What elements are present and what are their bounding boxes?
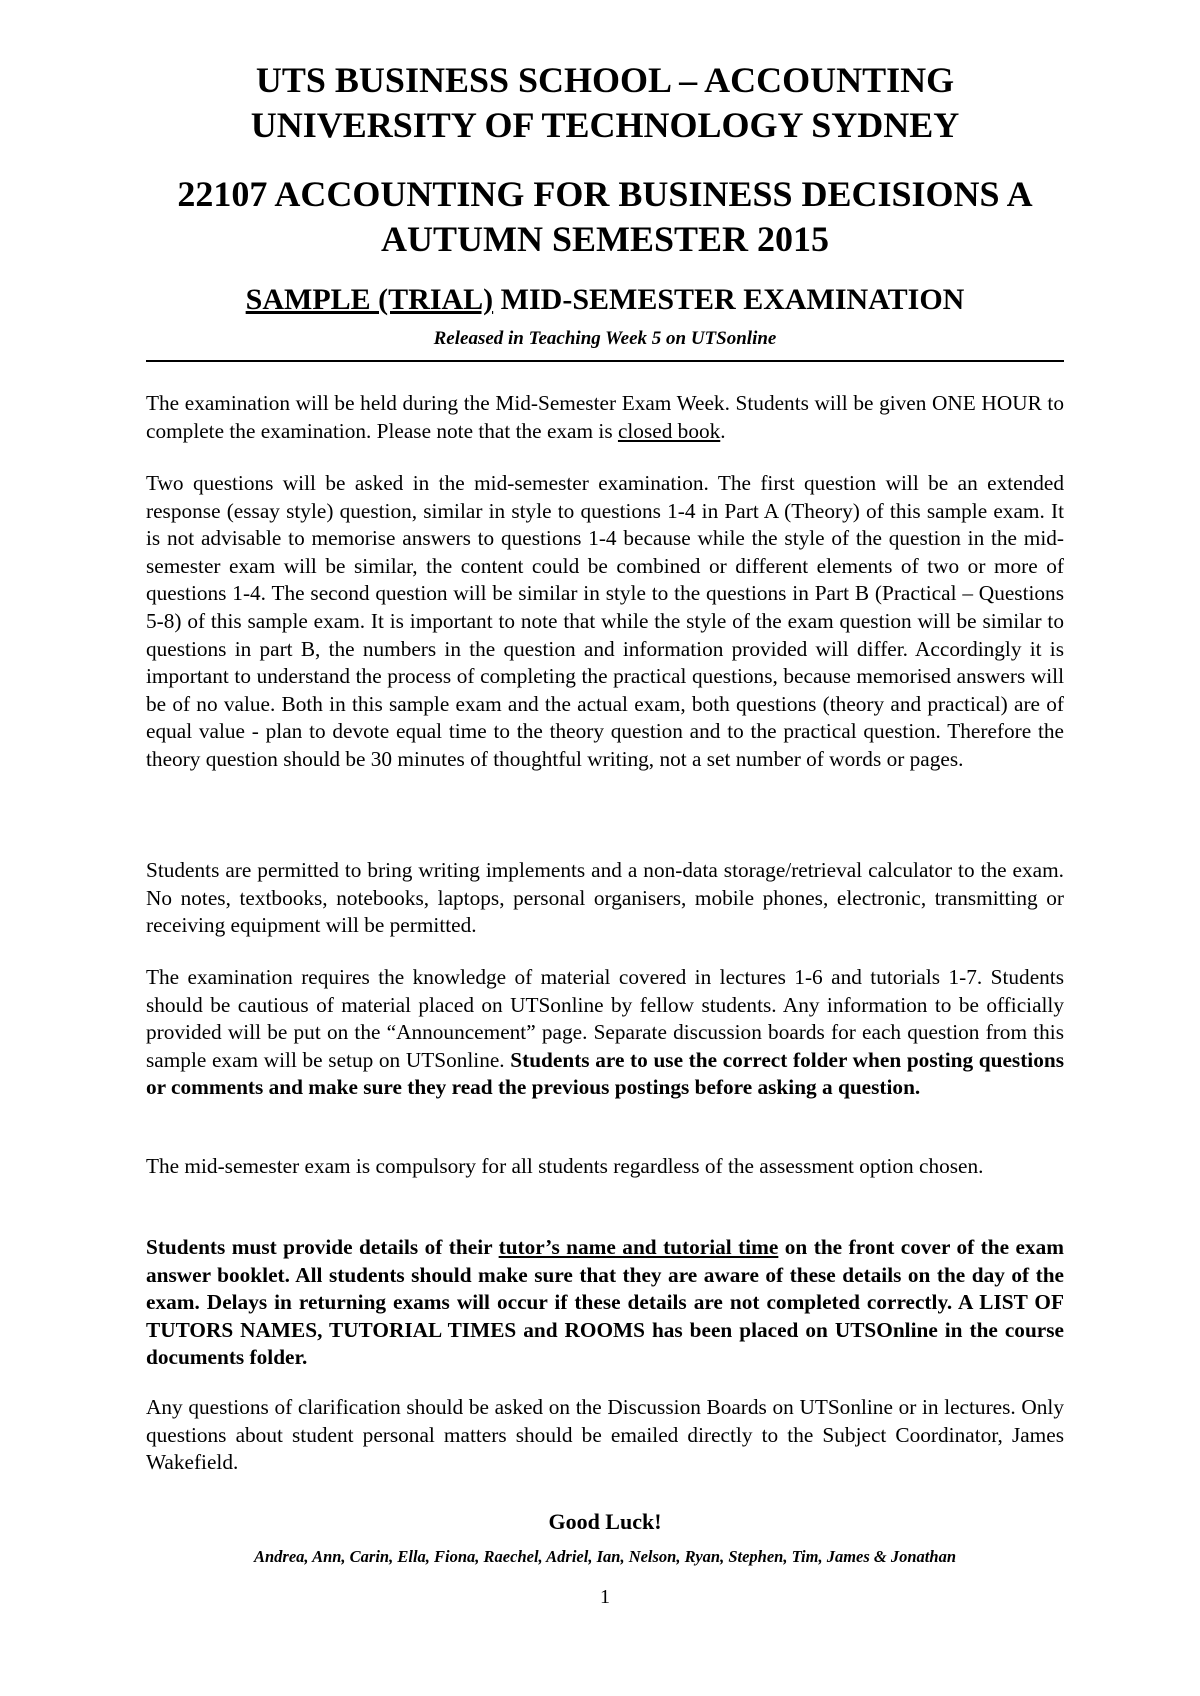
university-heading: UNIVERSITY OF TECHNOLOGY SYDNEY xyxy=(250,105,960,145)
closed-book-text: closed book xyxy=(617,418,721,443)
subject-heading: 22107 ACCOUNTING FOR BUSINESS DECISIONS A xyxy=(177,174,1033,214)
release-note: Released in Teaching Week 5 on UTSonline xyxy=(433,328,777,349)
page-number: 1 xyxy=(600,1586,610,1608)
paragraph-material-bold: Students are to use the correct folder when posting questions or comments and make sure they read the previous postings before asking a question. xyxy=(146,1047,1064,1100)
semester-heading: AUTUMN SEMESTER 2015 xyxy=(380,219,830,259)
tutor-name-time-text: tutor’s name and tutorial time xyxy=(498,1235,779,1259)
school-heading: UTS BUSINESS SCHOOL – ACCOUNTING xyxy=(255,60,955,100)
header-divider xyxy=(146,360,1064,362)
staff-names: Andrea, Ann, Carin, Ella, Fiona, Raechel, Adriel, Ian, Nelson, Ryan, Stephen, Tim, James & Jonathan xyxy=(254,1547,956,1566)
paragraph-clarification: Any questions of clarification should be asked on the Discussion Boards on UTSonline or in lectures. Only questions about student personal matters should be emailed directly to the Subject Coordinator, James Wakefield. xyxy=(146,1395,1064,1475)
exam-title xyxy=(146,282,1064,318)
paragraph-material xyxy=(146,964,1064,1102)
paragraph-exam-timing-end: . xyxy=(720,418,726,443)
paragraph-tutor-details xyxy=(146,1234,1064,1372)
paragraph-compulsory: The mid-semester exam is compulsory for all students regardless of the assessment option chosen. xyxy=(146,1154,984,1178)
paragraph-tutor-details-text: Students must provide details of their xyxy=(146,1235,499,1259)
exam-title-rest: MID-SEMESTER EXAMINATION xyxy=(493,283,965,316)
paragraph-exam-timing xyxy=(146,390,1064,445)
good-luck: Good Luck! xyxy=(548,1509,662,1534)
paragraph-exam-timing-text: The examination will be held during the Mid-Semester Exam Week. Students will be given ONE HOUR to complete the examination. Please note that the exam is xyxy=(146,391,1064,443)
paragraph-tutor-details-rest: on the front cover of the exam answer booklet. All students should make sure that they are aware of these details on the day of the exam. Delays in returning exams will occur if these details are not completed correctly. A LIST OF TUTORS NAMES, TUTORIAL TIMES and ROOMS has been placed on UTSOnline in the course documents folder. xyxy=(146,1235,1064,1370)
paragraph-permitted-items: Students are permitted to bring writing implements and a non-data storage/retrieval calculator to the exam. No notes, textbooks, notebooks, laptops, personal organisers, mobile phones, electronic, transmitting or receiving equipment will be permitted. xyxy=(146,858,1064,938)
sample-trial-label: SAMPLE (TRIAL) xyxy=(245,283,494,316)
paragraph-material-text: The examination requires the knowledge of material covered in lectures 1-6 and tutorials 1-7. Students should be cautious of material placed on UTSonline by fellow students. Any information to be officially provided will be put on the “Announcement” page. Separate discussion boards for each question from this sample exam will be setup on UTSonline. xyxy=(146,965,1064,1072)
paragraph-questions: Two questions will be asked in the mid-semester examination. The first question will be an extended response (essay style) question, similar in style to questions 1-4 in Part A (Theory) of this sample exam. It is not advisable to memorise answers to questions 1-4 because while the style of the question in the mid-semester exam will be similar, the content could be combined or different elements of two or more of questions 1-4. The second question will be similar in style to the questions in Part B (Practical – Questions 5-8) of this sample exam. It is important to note that while the style of the exam question will be similar to questions in part B, the numbers in the question and information provided will differ. Accordingly it is important to understand the process of completing the practical questions, because memorised answers will be of no value. Both in this sample exam and the actual exam, both questions (theory and practical) are of equal value - plan to devote equal time to the theory question and to the practical question. Therefore the theory question should be 30 minutes of thoughtful writing, not a set number of words or pages. xyxy=(146,471,1064,771)
